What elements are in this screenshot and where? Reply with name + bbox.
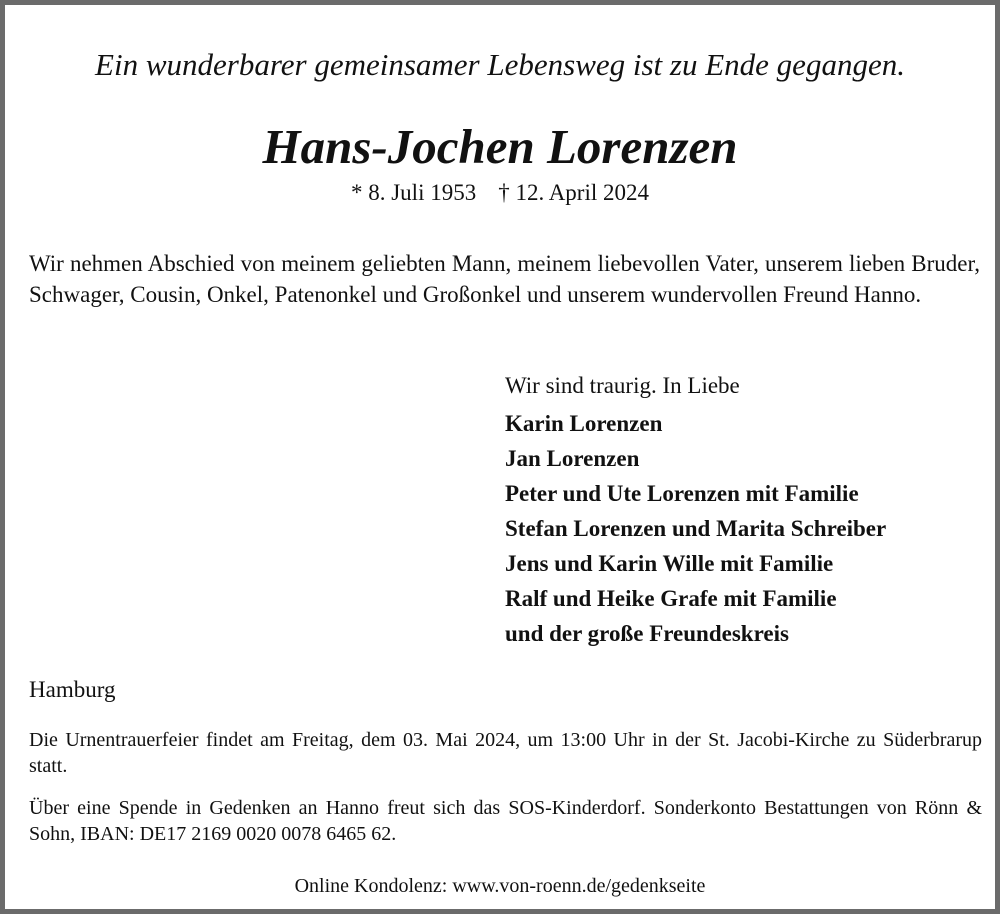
life-dates <box>5 178 995 208</box>
closing-line: Wir sind traurig. In Liebe <box>505 373 740 398</box>
motto: Ein wunderbarer gemeinsamer Lebensweg ist zu Ende gegangen. <box>95 47 905 82</box>
online-condolence: Online Kondolenz: www.von-roenn.de/gedenkseite <box>294 875 706 897</box>
ceremony-info: Die Urnentrauerfeier findet am Freitag, dem 03. Mai 2024, um 13:00 Uhr in der St. Jacobi-Kirche zu Süderbrarup statt. <box>29 729 982 777</box>
mourner-name: und der große Freundeskreis <box>505 621 789 646</box>
mourner-name: Ralf und Heike Grafe mit Familie <box>505 586 837 611</box>
deceased-name: Hans-Jochen Lorenzen <box>262 119 738 174</box>
place: Hamburg <box>29 677 116 702</box>
mourner-name: Jens und Karin Wille mit Familie <box>505 551 834 576</box>
mourner-name: Karin Lorenzen <box>505 411 663 436</box>
mourner-name: Jan Lorenzen <box>505 446 640 471</box>
mourner-name: Peter und Ute Lorenzen mit Familie <box>505 481 859 506</box>
birth-date: * 8. Juli 1953 <box>350 180 477 205</box>
donation-info: Über eine Spende in Gedenken an Hanno freut sich das SOS-Kinderdorf. Sonderkonto Bestattungen von Rönn & Sohn, IBAN: DE17 2169 0020 0078 6465 62. <box>29 797 982 845</box>
mourner-name: Stefan Lorenzen und Marita Schreiber <box>505 516 887 541</box>
farewell-text: Wir nehmen Abschied von meinem geliebten Mann, meinem liebevollen Vater, unserem lieben Bruder, Schwager, Cousin, Onkel, Patenonkel und Großonkel und unserem wundervollen Freund Hanno. <box>29 251 980 307</box>
mourners-list <box>505 409 886 654</box>
death-date: † 12. April 2024 <box>498 180 649 205</box>
